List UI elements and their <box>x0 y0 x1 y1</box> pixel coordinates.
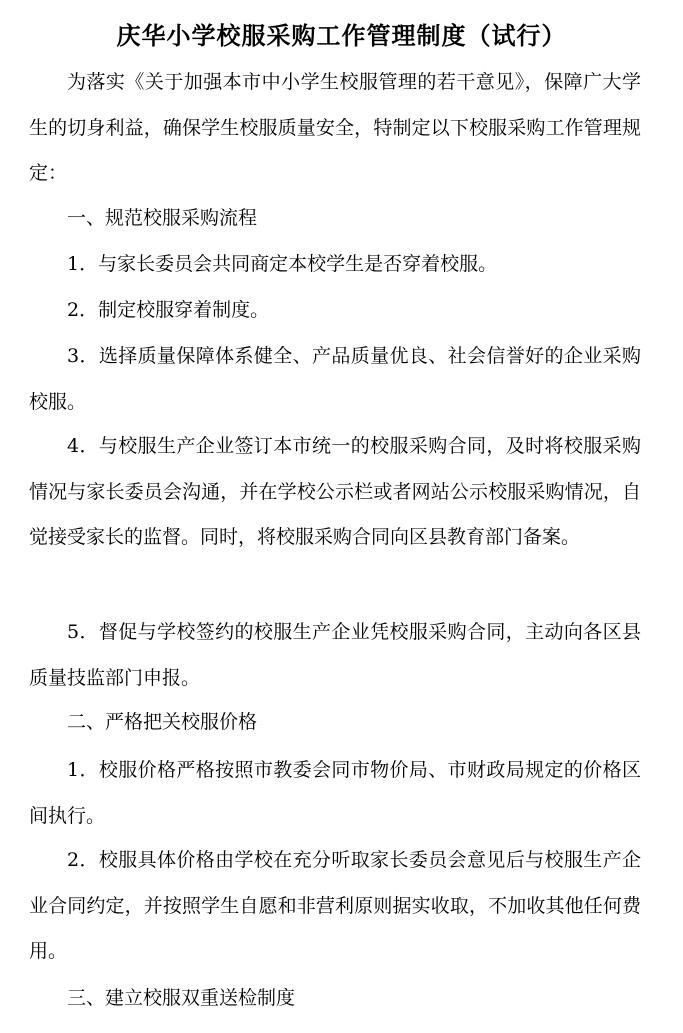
list-item: 2．校服具体价格由学校在充分听取家长委员会意见后与校服生产企业合同约定，并按照学生自愿和非营利原则据实收取，不加收其他任何费用。 <box>29 849 641 963</box>
list-item: 1．与家长委员会共同商定本校学生是否穿着校服。 <box>67 253 498 275</box>
list-item: 5．督促与学校签约的校服生产企业凭校服采购合同，主动向各区县质量技监部门申报。 <box>29 621 641 689</box>
section-heading-3: 三、建立校服双重送检制度 <box>67 987 296 1009</box>
section-heading-1: 一、规范校服采购流程 <box>67 207 258 229</box>
document-title: 庆华小学校服采购工作管理制度（试行） <box>116 21 567 50</box>
list-item: 3．选择质量保障体系健全、产品质量优良、社会信誉好的企业采购校服。 <box>29 345 641 413</box>
list-item: 1．校服价格严格按照市教委会同市物价局、市财政局规定的价格区间执行。 <box>29 759 641 827</box>
section-heading-2: 二、严格把关校服价格 <box>67 711 258 733</box>
intro-paragraph: 为落实《关于加强本市中小学生校服管理的若干意见》，保障广大学生的切身利益，确保学生校服质量安全，特制定以下校服采购工作管理规定： <box>29 71 641 185</box>
list-item: 2．制定校服穿着制度。 <box>67 299 270 321</box>
list-item: 4．与校服生产企业签订本市统一的校服采购合同，及时将校服采购情况与家长委员会沟通，并在学校公示栏或者网站公示校服采购情况，自觉接受家长的监督。同时，将校服采购合同向区县教育部门备案。 <box>29 435 641 549</box>
